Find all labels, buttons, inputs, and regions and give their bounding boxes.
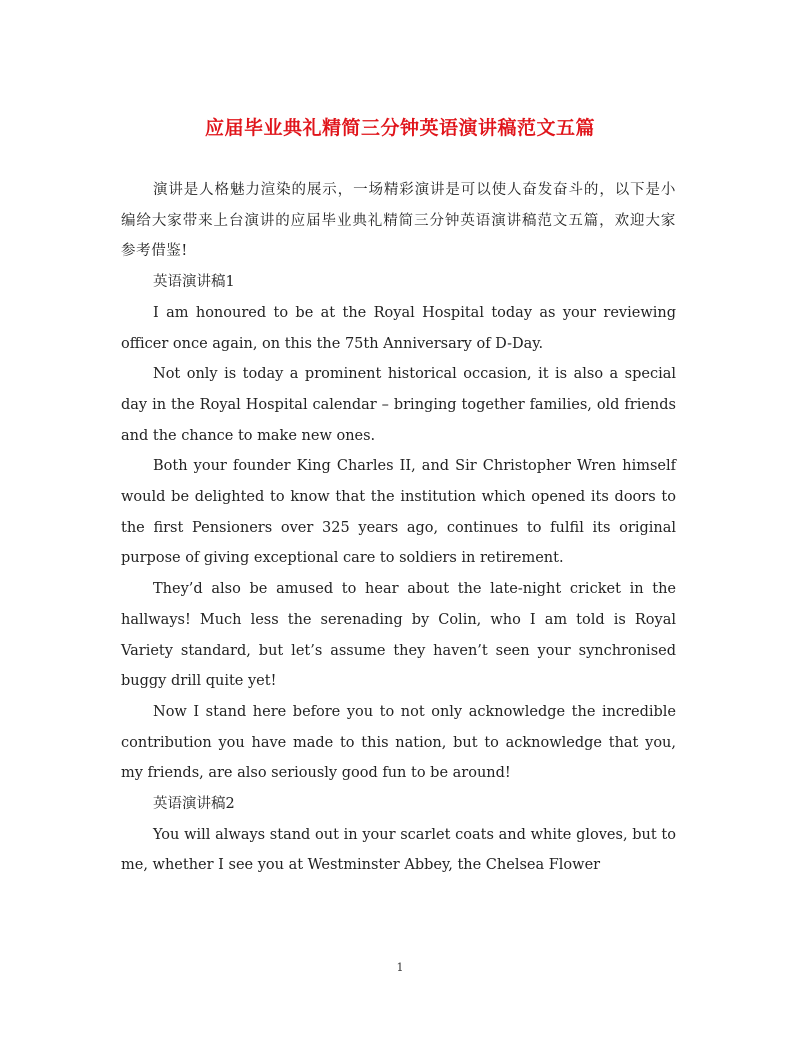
speech1-paragraph-5: Now I stand here before you to not only acknowledge the incredible contribution you have made to this nation, but to acknowledge that you, my friends, are also seriously good fun to be around! <box>121 703 676 782</box>
speech1-paragraph-4: They’d also be amused to hear about the late-night cricket in the hallways! Much less the serenading by Colin, who I am told is Royal Variety standard, but let’s assume they haven’t seen your synchronised buggy drill quite yet! <box>121 581 676 690</box>
document-body <box>121 175 676 881</box>
document-title: 应届毕业典礼精简三分钟英语演讲稿范文五篇 <box>204 117 595 139</box>
speech1-paragraph-1: I am honoured to be at the Royal Hospital today as your reviewing officer once again, on this the 75th Anniversary of D-Day. <box>121 304 676 352</box>
speech1-paragraph-3: Both your founder King Charles II, and Sir Christopher Wren himself would be delighted to know that the institution which opened its doors to the first Pensioners over 325 years ago, continues to fulfil its original purpose of giving exceptional care to soldiers in retirement. <box>121 458 676 567</box>
speech1-paragraph-2: Not only is today a prominent historical occasion, it is also a special day in the Royal Hospital calendar – bringing together families, old friends and the chance to make new ones. <box>121 366 676 444</box>
speech2-paragraph-1: You will always stand out in your scarlet coats and white gloves, but to me, whether I see you at Westminster Abbey, the Chelsea Flower <box>121 826 676 874</box>
intro-paragraph: 演讲是人格魅力渲染的展示，一场精彩演讲是可以使人奋发奋斗的，以下是小编给大家带来上台演讲的应届毕业典礼精简三分钟英语演讲稿范文五篇，欢迎大家参考借鉴! <box>121 182 676 260</box>
section-heading-1: 英语演讲稿1 <box>153 274 235 291</box>
section-heading-2: 英语演讲稿2 <box>153 796 235 813</box>
page-number: 1 <box>396 961 404 974</box>
